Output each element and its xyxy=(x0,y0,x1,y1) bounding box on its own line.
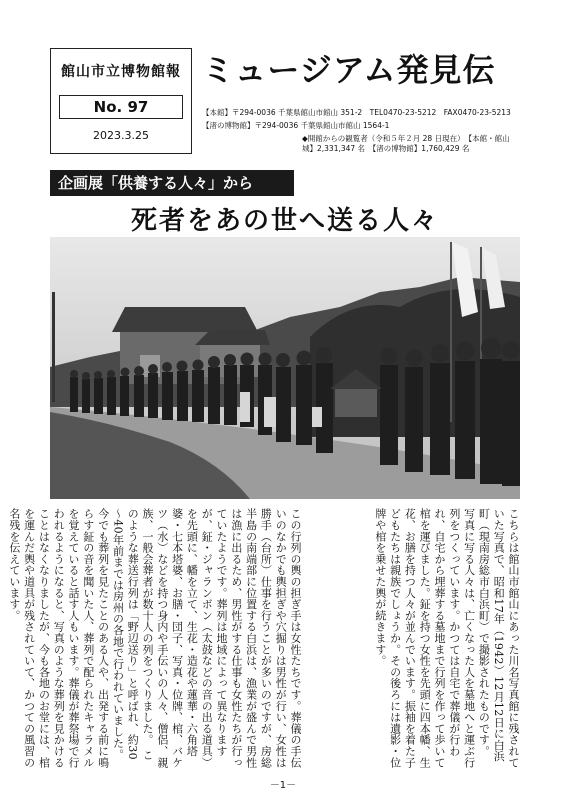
article-text-right: こちらは館山市館山にあった川名写真館に残されていた写真で、昭和17年（1942）12月12日に白浜町（現南房総市白浜町）で撮影されたものです。 写真に写る人々は、亡くなった人を墓地へと運ぶ行列をつくっています。かつては自宅で葬儀が行われ、自宅から埋葬する墓地まで行列を作って歩いて棺を運びました。鉦を持つ女性を先頭に四本幡、生花、お膳を持つ人々が並んでいます。振袖を着た子どもたちは親族でしょうか。その後ろには遺影・位牌や棺を乗せた輿が続きます。 xyxy=(373,508,520,768)
museum-name: 館山市立博物館報 xyxy=(61,64,181,80)
issue-number: No. 97 xyxy=(59,95,183,119)
visitor-count: ◆開館からの観覧者（令和５年２月 28 日現在） 【本館・館山城】2,331,347 名 【渚の博物館】1,760,429 名 xyxy=(302,134,510,153)
address-branch: 【渚の博物館】〒294-0036 千葉県館山市館山 1564-1 xyxy=(202,121,390,130)
page-number: －1－ xyxy=(269,780,297,791)
funeral-procession-photo xyxy=(50,237,520,499)
article-text-left: この行列の輿の担ぎ手は女性たちです。葬儀の手伝いのなかでも輿担ぎや穴掘りは男性が行い、女性は勝手（台所）仕事を行うことが多いのですが、房総半島の南端部に位置する白浜は、漁業が盛んで男性は漁に出るため、男性がする仕事も女性たちが行っていたようです。葬列は地域によって異なりますが、鉦・ジャランボン（太鼓などの音の出る道具）を先頭に、幡を立て、生花・造花や蓮華・六角塔婆・七本塔婆、お膳・団子、写真・位牌、棺、バケツ（水）などを持つ身内や手伝いの人々、僧侶、親族、一般会葬者が数十人の列をつくりました。 このような葬送行列は「野辺送り」と呼ばれ、約30～40年前までは房州の各地で行われていました。今でも葬列を見たことのある人や、出発する前に鳴らす鉦の音を聞いた人、葬列で配られたキャラメルを覚えていると話す人もいます。葬儀が葬祭場で行われるようになると、写真のような葬列を見かけることはなくなりましたが、今も各地のお堂には、棺を運んだ輿や道具が残されていて、かつての風習の名残を伝えています。 xyxy=(7,508,302,768)
exhibition-banner: 企画展「供養する人々」から xyxy=(50,170,294,196)
article-headline: 死者をあの世へ送る人々 xyxy=(130,206,439,236)
issue-date: 2023.3.25 xyxy=(93,129,149,142)
newsletter-title: ミュージアム発見伝 xyxy=(202,51,496,89)
issue-info-box xyxy=(50,48,192,154)
masthead xyxy=(50,48,520,158)
address-main: 【本館】〒294-0036 千葉県館山市館山 351-2 TEL0470-23-5212 FAX0470-23-5213 xyxy=(202,108,511,117)
